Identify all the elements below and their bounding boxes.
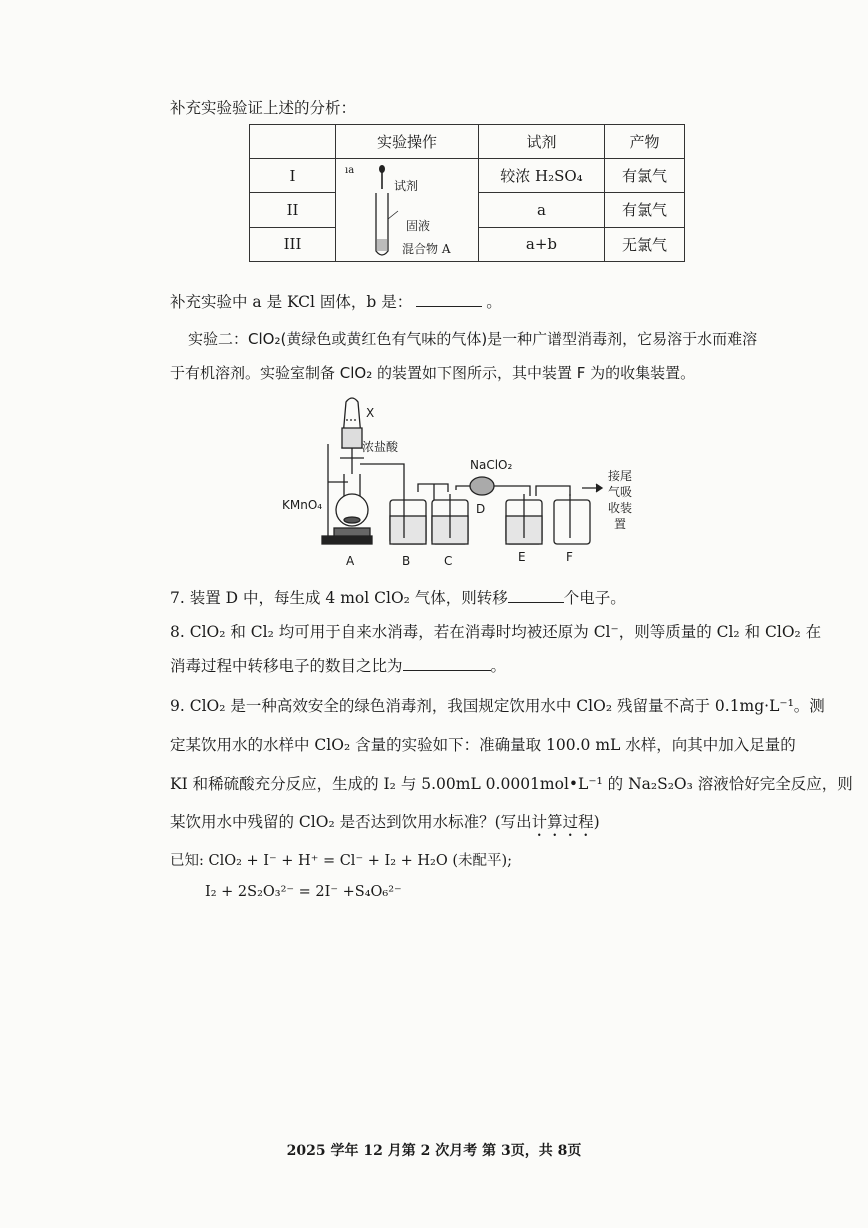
table-header-cell: 产物 [604, 125, 684, 159]
row-id: III [250, 227, 336, 261]
q9-line4-suffix: ) [593, 813, 600, 831]
figure-label-reagent: 试剂 [394, 179, 419, 193]
tail-label-line: 收装 [608, 501, 633, 515]
q7-suffix: 个电子。 [563, 589, 626, 607]
exp2-line2: 于有机溶剂。实验室制备 ClO₂ 的装置如下图所示，其中装置 F 为的收集装置。 [170, 364, 696, 382]
table-header-cell: 试剂 [479, 125, 605, 159]
q9-line4-text: 某饮用水中残留的 ClO₂ 是否达到饮用水标准？(写出 [170, 813, 532, 831]
experiment-table [249, 124, 685, 262]
table-header-cell: 实验操作 [336, 125, 479, 159]
label-f: F [566, 550, 573, 564]
known-eq1: 已知: ClO₂ + I⁻ + H⁺ = Cl⁻ + I₂ + H₂O (未配平); [170, 853, 513, 869]
test-tube-figure-cell [336, 159, 479, 262]
q9-line2: 定某饮用水的水样中 ClO₂ 含量的实验如下：准确量取 100.0 mL 水样，向其中加入足量的 [170, 736, 796, 754]
tail-label-line: 接尾 [608, 469, 633, 483]
label-e: E [518, 550, 526, 564]
figure-label-mixture: 混合物 A [402, 242, 451, 256]
supplement-question-text: 补充实验中 a 是 KCl 固体，b 是： [170, 293, 413, 311]
label-hcl: 浓盐酸 [362, 440, 399, 454]
table-header-cell [250, 125, 336, 159]
answer-blank [508, 588, 564, 603]
exp2-line1: 实验二：ClO₂(黄绿色或黄红色有气味的气体)是一种广谱型消毒剂，它易溶于水而难溶 [188, 330, 758, 348]
q8-suffix: 。 [490, 657, 507, 675]
q9-line3: KI 和稀硫酸充分反应，生成的 I₂ 与 5.00mL 0.0001mol•L⁻¹ 的 Na₂S₂O₃ 溶液恰好完全反应，则 [170, 775, 853, 793]
q8-text: 消毒过程中转移电子的数目之比为 [170, 657, 403, 675]
table-header-row [250, 125, 685, 159]
answer-blank [416, 292, 482, 307]
tail-label-line: 气吸 [608, 485, 633, 499]
row-id: II [250, 193, 336, 227]
row-product: 有氯气 [604, 159, 684, 193]
apparatus-drawing [270, 392, 650, 572]
row-reagent: 较浓 H₂SO₄ [479, 159, 605, 193]
row-product: 有氯气 [604, 193, 684, 227]
label-b: B [402, 554, 411, 568]
supplement-question: 补充实验中 a 是 KCl 固体，b 是： 。 [170, 293, 502, 311]
apparatus-diagram [270, 392, 650, 572]
answer-blank [403, 656, 491, 671]
table-row [250, 159, 685, 193]
question-7 [170, 586, 626, 608]
q9-emphasis: 计算过程 [531, 813, 594, 831]
q9-line1: 9. ClO₂ 是一种高效安全的绿色消毒剂，我国规定饮用水中 ClO₂ 残留量不高于 0.1mg·L⁻¹。测 [170, 697, 825, 715]
label-kmno4: KMnO₄ [282, 498, 323, 512]
known-eq2: I₂ + 2S₂O₃²⁻ = 2I⁻ +S₄O₆²⁻ [205, 884, 402, 900]
tail-gas-label [608, 468, 632, 532]
label-x: X [366, 406, 375, 420]
q8-line1: 8. ClO₂ 和 Cl₂ 均可用于自来水消毒，若在消毒时均被还原为 Cl⁻，则等质量的 Cl₂ 和 ClO₂ 在 [170, 623, 822, 641]
label-naclo2: NaClO₂ [470, 458, 513, 472]
question-8-line2 [170, 654, 506, 676]
label-c: C [444, 554, 453, 568]
page-footer: 2025 学年 12 月第 2 次月考 第 3页，共 8页 [286, 1143, 582, 1159]
q7-text: 7. 装置 D 中，每生成 4 mol ClO₂ 气体，则转移 [170, 589, 508, 607]
label-d: D [476, 502, 486, 516]
q9-line4 [170, 810, 600, 840]
intro-text: 补充实验验证上述的分析： [170, 99, 357, 117]
tail-label-line: 置 [614, 517, 627, 531]
label-a: A [346, 554, 355, 568]
figure-label-solid: 固液 [406, 219, 431, 233]
row-reagent: a [479, 193, 605, 227]
row-reagent: a+b [479, 227, 605, 261]
row-id: I [250, 159, 336, 193]
row-product: 无氯气 [604, 227, 684, 261]
figure-mark: ıa [345, 165, 355, 176]
